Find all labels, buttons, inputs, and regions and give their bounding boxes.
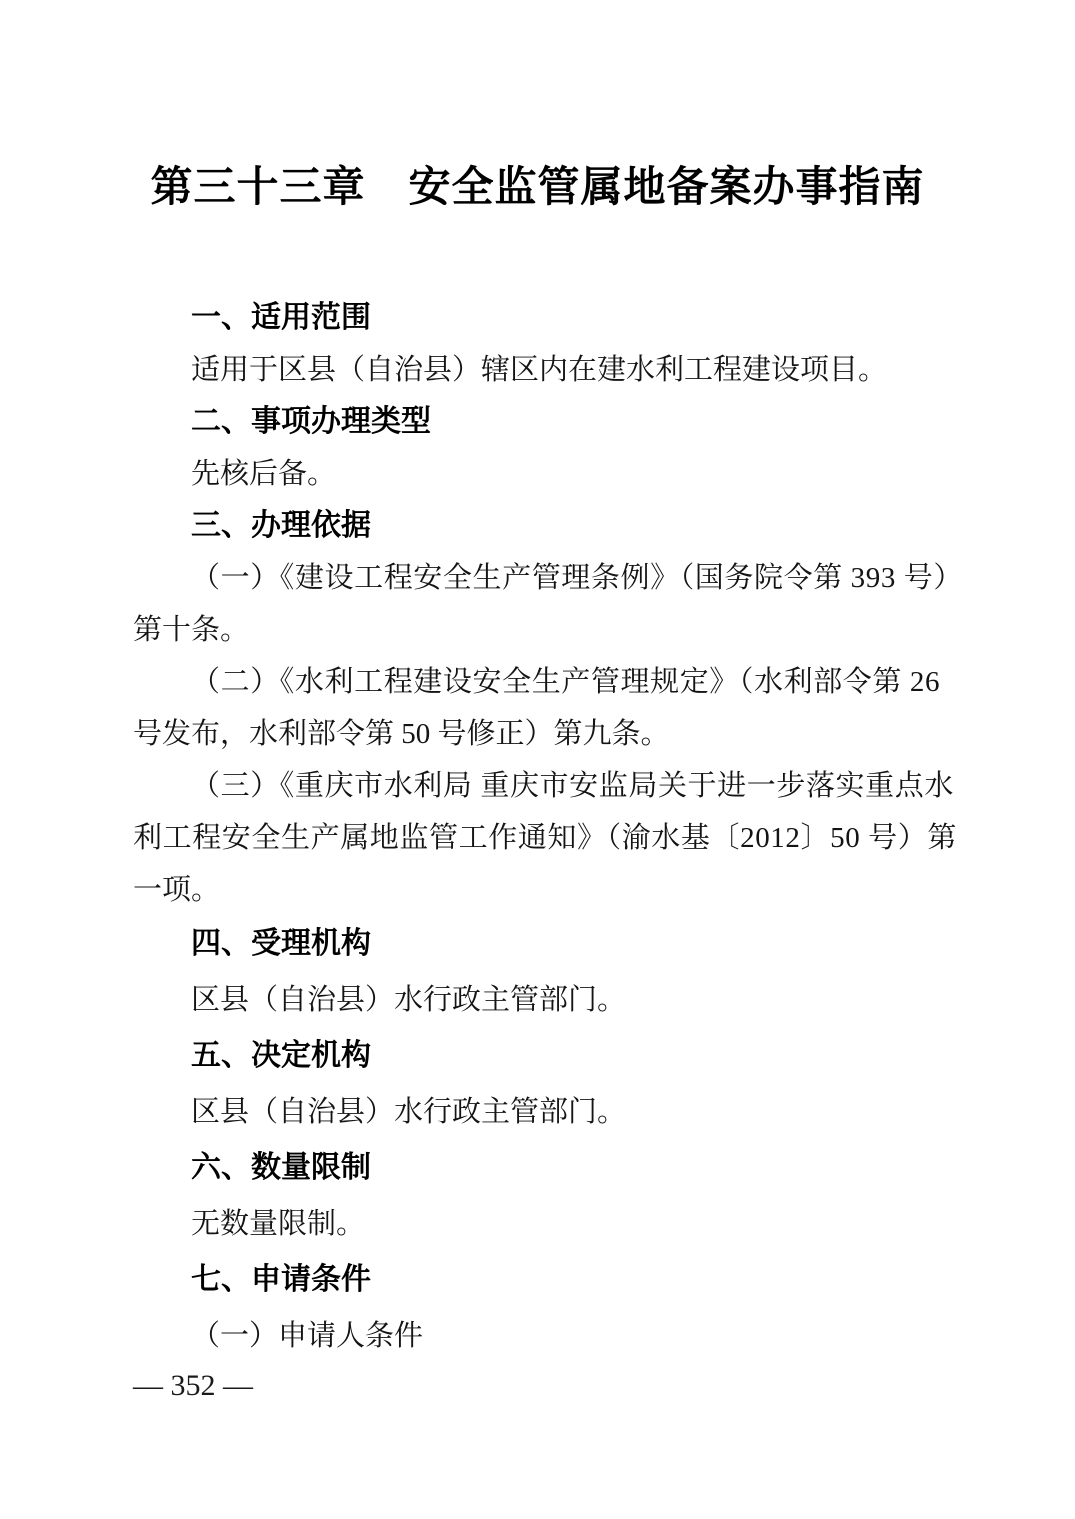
basis-item-2-line-2: 号发布，水利部令第 50 号修正）第九条。 bbox=[133, 718, 670, 750]
section-heading-deciding-agency: 五、决定机构 bbox=[191, 1039, 371, 1072]
page-number: — 352 — bbox=[133, 1369, 253, 1402]
section-heading-application-conditions: 七、申请条件 bbox=[191, 1263, 371, 1296]
basis-item-3-line-2: 利工程安全生产属地监管工作通知》（渝水基〔2012〕50 号）第 bbox=[133, 822, 957, 854]
basis-item-1-line-2: 第十条。 bbox=[133, 614, 250, 646]
accepting-agency-text: 区县（自治县）水行政主管部门。 bbox=[191, 984, 627, 1016]
document-body bbox=[133, 292, 964, 1364]
handling-type-text: 先核后备。 bbox=[191, 458, 337, 490]
section-heading-accepting-agency: 四、受理机构 bbox=[191, 927, 371, 960]
basis-item-3-line-3: 一项。 bbox=[133, 874, 221, 906]
basis-item-3-line-1: （三）《重庆市水利局 重庆市安监局关于进一步落实重点水 bbox=[191, 770, 954, 802]
applicant-conditions-subheading: （一）申请人条件 bbox=[191, 1320, 424, 1352]
section-heading-quantity-limit: 六、数量限制 bbox=[191, 1151, 371, 1184]
scope-text: 适用于区县（自治县）辖区内在建水利工程建设项目。 bbox=[191, 354, 888, 386]
chapter-title: 第三十三章 安全监管属地备案办事指南 bbox=[150, 165, 925, 211]
section-heading-scope: 一、适用范围 bbox=[191, 301, 371, 334]
section-heading-handling-type: 二、事项办理类型 bbox=[191, 405, 431, 438]
basis-item-1-line-1: （一）《建设工程安全生产管理条例》（国务院令第 393 号） bbox=[191, 562, 964, 594]
section-heading-basis: 三、办理依据 bbox=[191, 509, 371, 542]
deciding-agency-text: 区县（自治县）水行政主管部门。 bbox=[191, 1096, 627, 1128]
quantity-limit-text: 无数量限制。 bbox=[191, 1208, 366, 1240]
basis-item-2-line-1: （二）《水利工程建设安全生产管理规定》（水利部令第 26 bbox=[191, 666, 941, 698]
